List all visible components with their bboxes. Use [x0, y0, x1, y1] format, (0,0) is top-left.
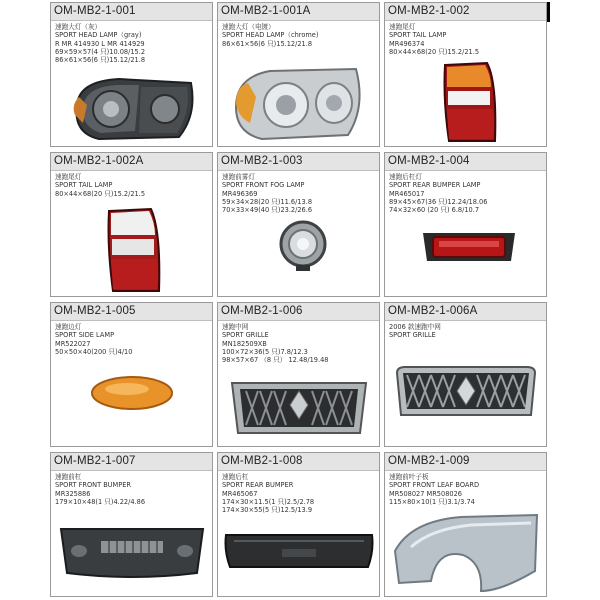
- product-details: [55, 173, 210, 198]
- detail-line: 115×80×10(1 只)3.1/3.74: [389, 497, 475, 506]
- product-details: [222, 173, 377, 214]
- product-details: [389, 173, 544, 214]
- product-card: [50, 452, 213, 597]
- product-card: [217, 2, 380, 147]
- grille-2006-image: [393, 365, 539, 421]
- product-code: OM-MB2-1-004: [385, 153, 546, 171]
- product-card: [384, 152, 547, 297]
- product-details: [222, 23, 377, 48]
- detail-line: 速跑后杠: [222, 473, 249, 481]
- detail-line: 速跑后杠灯: [389, 173, 422, 181]
- product-card: [384, 302, 547, 447]
- rear-bumper-lamp-image: [419, 225, 519, 267]
- detail-line: MR522027: [55, 339, 91, 348]
- detail-line: R MR 414930 L MR 414929: [55, 39, 145, 48]
- product-code: OM-MB2-1-008: [218, 453, 379, 471]
- product-card: [384, 452, 547, 597]
- detail-line: 174×30×11.5(1 只)2.5/2.78: [222, 497, 315, 506]
- detail-line: SPORT SIDE LAMP: [55, 331, 115, 340]
- detail-line: 速跑中网: [222, 323, 249, 331]
- detail-line: 74×32×60 (20 只) 6.8/10.7: [389, 206, 480, 215]
- product-card: [50, 152, 213, 297]
- detail-line: SPORT REAR BUMPER: [222, 481, 294, 490]
- detail-line: 50×50×40(200 只)4/10: [55, 347, 133, 356]
- product-card: [384, 2, 547, 147]
- detail-line: 70×33×49(40 只)23.2/26.6: [222, 206, 313, 215]
- product-code: OM-MB2-1-002A: [51, 153, 212, 171]
- product-details: [55, 323, 210, 356]
- fender-image: [391, 511, 541, 595]
- detail-line: MR325886: [55, 489, 91, 498]
- detail-line: MR496374: [389, 39, 425, 48]
- detail-line: SPORT REAR BUMPER LAMP: [389, 181, 481, 190]
- tail-lamp-white-image: [103, 207, 165, 295]
- detail-line: 174×30×55(5 只)12.5/13.9: [222, 506, 313, 515]
- detail-line: 速跑前雾灯: [222, 173, 255, 181]
- detail-line: 59×34×28(20 只)11.6/13.8: [222, 197, 313, 206]
- product-code: OM-MB2-1-006A: [385, 303, 546, 321]
- product-details: [389, 23, 544, 56]
- fog-lamp-image: [278, 219, 328, 273]
- detail-line: 速跑尾灯: [55, 173, 82, 181]
- product-code: OM-MB2-1-002: [385, 3, 546, 21]
- tail-lamp-image: [439, 61, 501, 145]
- detail-line: 速跑边灯: [55, 323, 82, 331]
- detail-line: 86×61×56(6 只)15.12/21.8: [222, 39, 313, 48]
- detail-line: 100×72×36(5 只)7.8/12.3: [222, 347, 308, 356]
- detail-line: MR465017: [389, 189, 425, 198]
- product-code: OM-MB2-1-006: [218, 303, 379, 321]
- product-card: [217, 452, 380, 597]
- detail-line: SPORT FRONT LEAF BOARD: [389, 481, 480, 490]
- front-bumper-image: [57, 523, 207, 583]
- product-details: [389, 323, 544, 340]
- product-code: OM-MB2-1-009: [385, 453, 546, 471]
- detail-line: SPORT HEAD LAMP（gray): [55, 31, 142, 40]
- product-card: [50, 302, 213, 447]
- detail-line: SPORT TAIL LAMP: [55, 181, 113, 190]
- detail-line: MR496369: [222, 189, 258, 198]
- detail-line: MR508027 MR508026: [389, 489, 462, 498]
- detail-line: 2006 款速跑中网: [389, 323, 441, 331]
- product-code: OM-MB2-1-003: [218, 153, 379, 171]
- product-card: [217, 302, 380, 447]
- detail-line: 速跑前杠: [55, 473, 82, 481]
- detail-line: SPORT GRILLE: [222, 331, 269, 340]
- detail-line: SPORT FRONT FOG LAMP: [222, 181, 305, 190]
- product-code: OM-MB2-1-005: [51, 303, 212, 321]
- grille-image: [228, 377, 370, 439]
- product-code: OM-MB2-1-001A: [218, 3, 379, 21]
- product-code: OM-MB2-1-001: [51, 3, 212, 21]
- product-details: [55, 473, 210, 506]
- detail-line: 80×44×68(20 只)15.2/21.5: [55, 189, 146, 198]
- product-details: [222, 473, 377, 514]
- detail-line: 速跑大灯（灰）: [55, 23, 102, 31]
- detail-line: SPORT TAIL LAMP: [389, 31, 447, 40]
- detail-line: 69×59×57(4 只)10.08/15.2: [55, 47, 146, 56]
- side-lamp-image: [89, 373, 175, 413]
- product-card: [50, 2, 213, 147]
- detail-line: 80×44×68(20 只)15.2/21.5: [389, 47, 480, 56]
- detail-line: 89×45×67(36 只)12.24/18.06: [389, 197, 488, 206]
- detail-line: SPORT HEAD LAMP（chrome): [222, 31, 319, 40]
- head-lamp-gray-image: [69, 75, 199, 143]
- product-details: [389, 473, 544, 506]
- detail-line: 速跑尾灯: [389, 23, 416, 31]
- detail-line: SPORT FRONT BUMPER: [55, 481, 131, 490]
- detail-line: SPORT GRILLE: [389, 331, 436, 340]
- detail-line: 速跑前叶子板: [389, 473, 429, 481]
- product-details: [222, 323, 377, 364]
- detail-line: 86×61×56(6 只)15.12/21.8: [55, 56, 146, 65]
- detail-line: 179×10×48(1 只)4.22/4.86: [55, 497, 146, 506]
- detail-line: MR465067: [222, 489, 258, 498]
- detail-line: MN182509XB: [222, 339, 267, 348]
- product-code: OM-MB2-1-007: [51, 453, 212, 471]
- head-lamp-chrome-image: [230, 63, 370, 143]
- detail-line: 速跑大灯（电镀）: [222, 23, 275, 31]
- rear-bumper-image: [222, 531, 376, 573]
- detail-line: 98×57×67 （8 只） 12.48/19.48: [222, 356, 329, 365]
- product-details: [55, 23, 210, 64]
- product-card: [217, 152, 380, 297]
